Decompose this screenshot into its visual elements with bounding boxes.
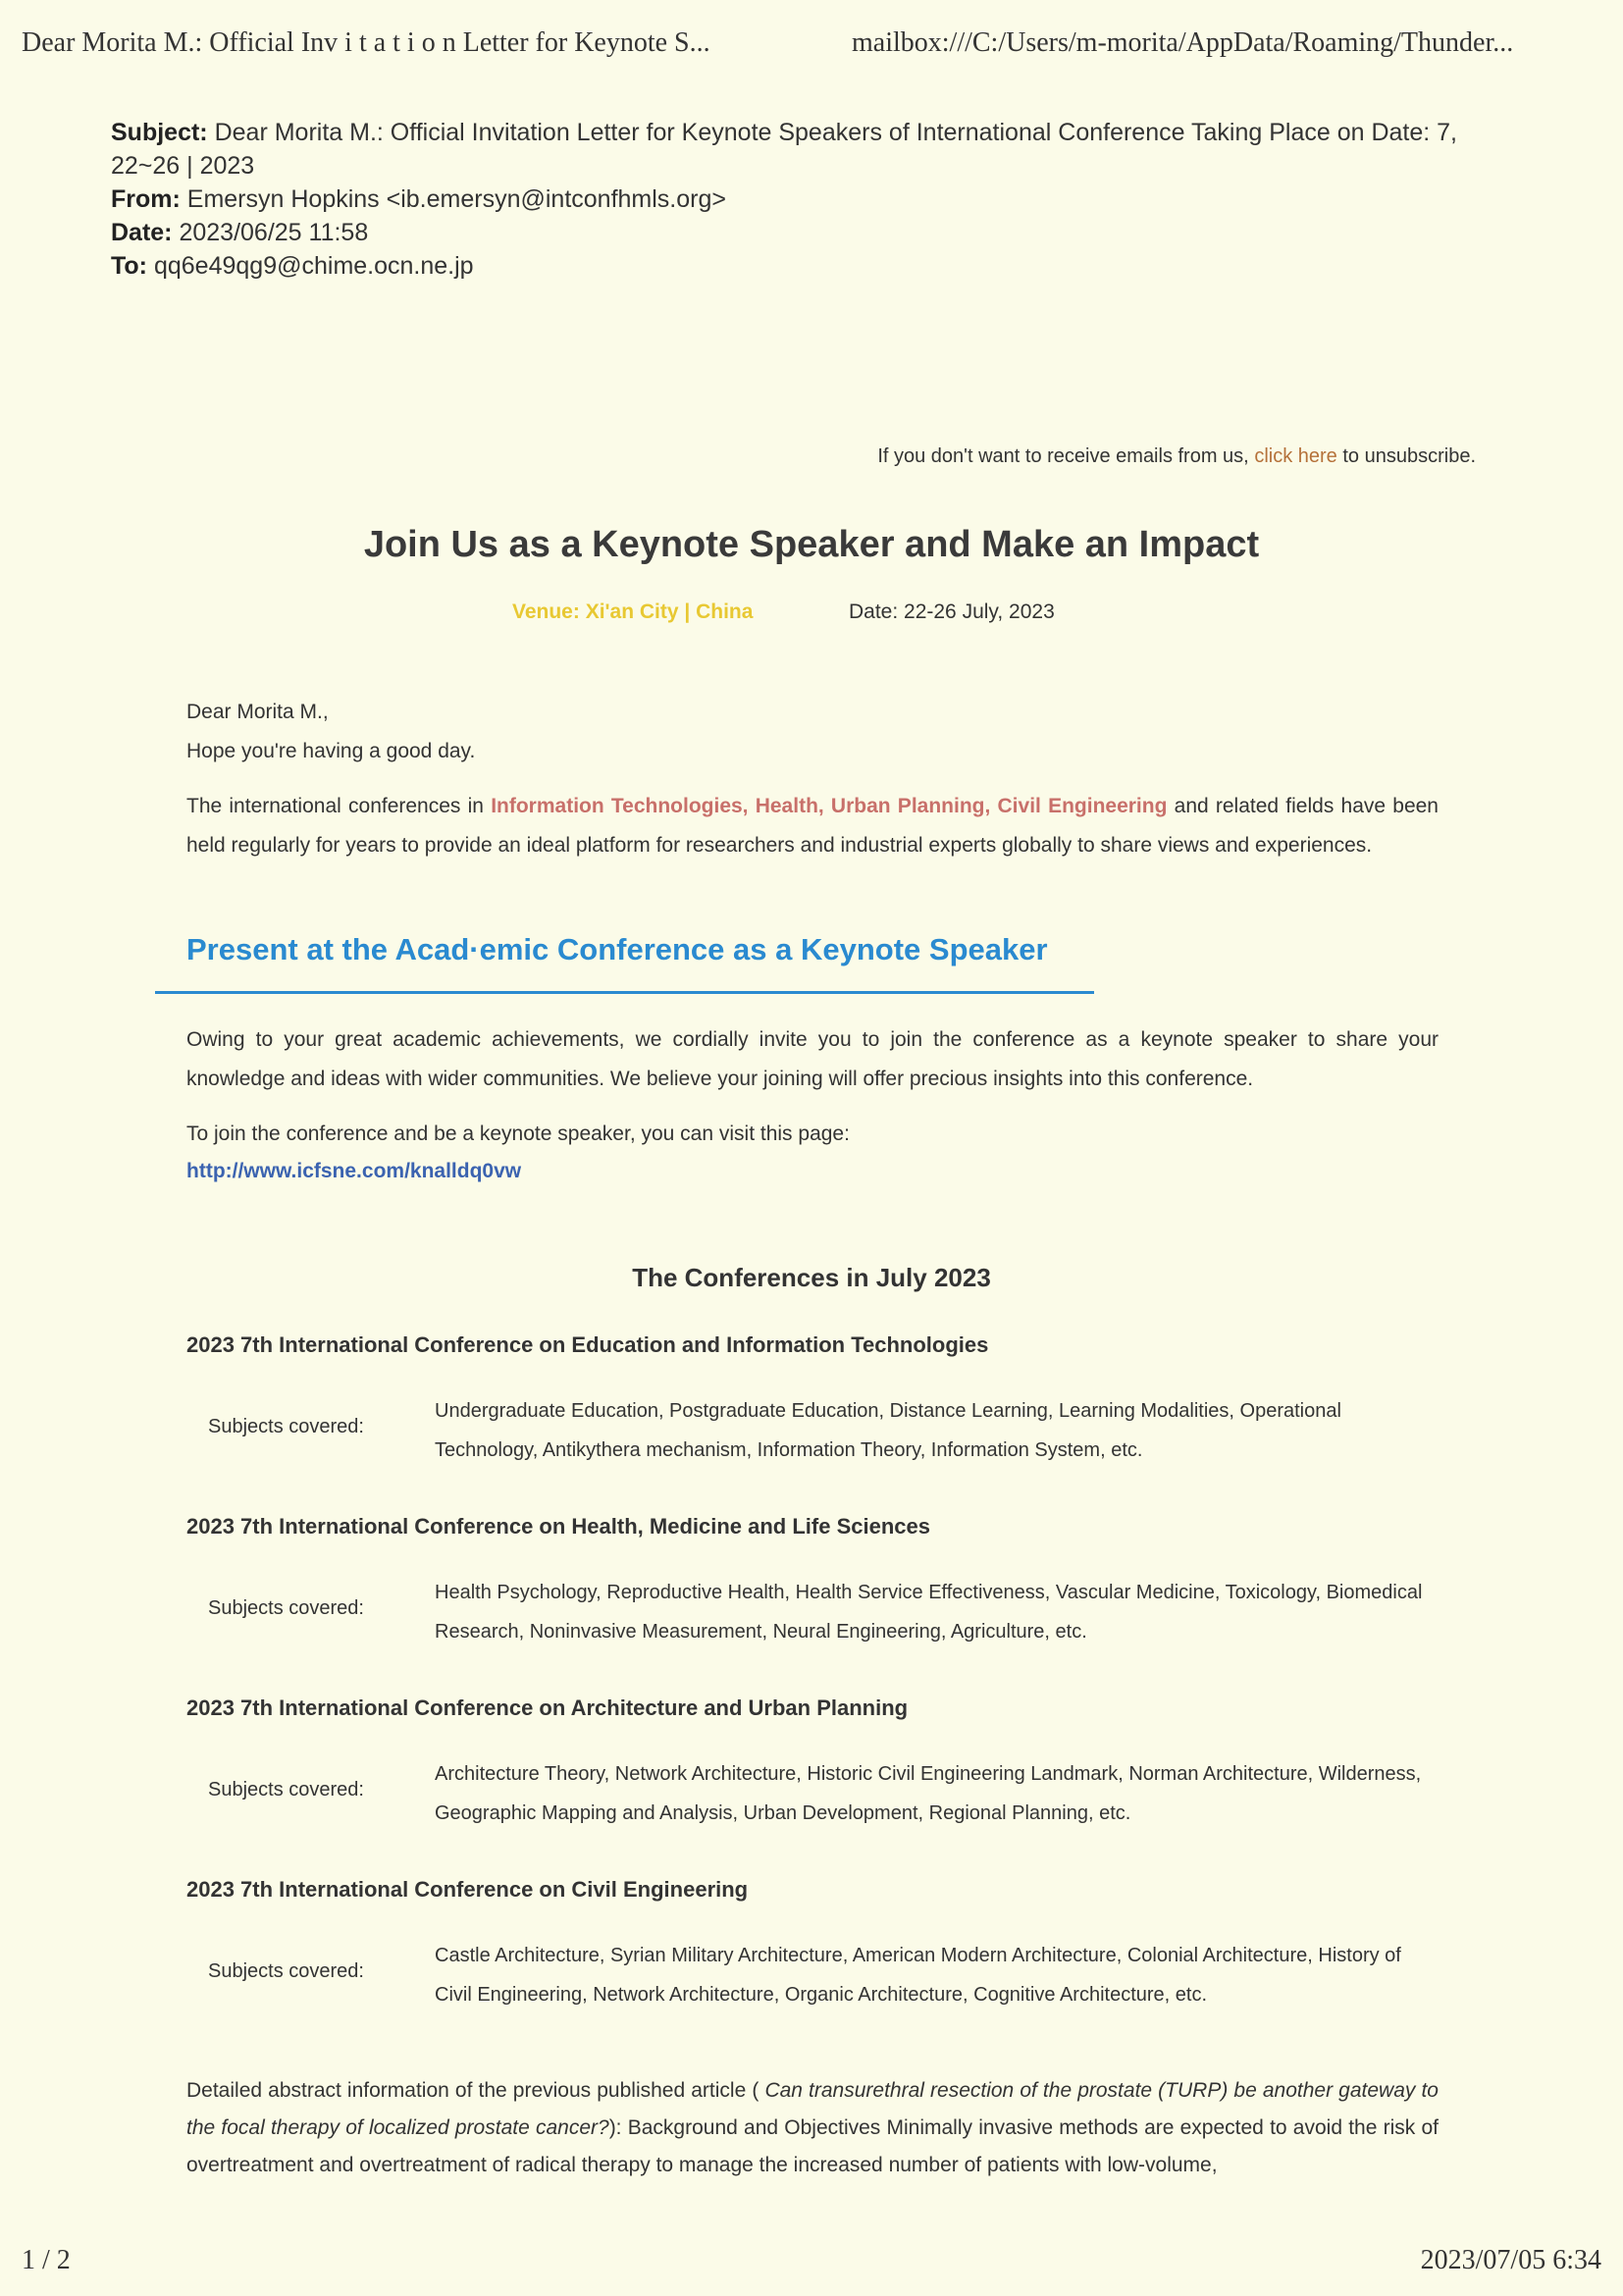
subject-label: Subject:	[111, 119, 208, 146]
conference-subjects: Architecture Theory, Network Architecture, Historic Civil Engineering Landmark, Norman Architecture, Wilderness, Geographic Mapping and Analysis, Urban Development, Regional Planning, etc.	[435, 1763, 1422, 1824]
unsubscribe-suffix: to unsubscribe.	[1342, 445, 1476, 467]
unsubscribe-prefix: If you don't want to receive emails from us,	[877, 445, 1249, 467]
conference-subjects: Health Psychology, Reproductive Health, Health Service Effectiveness, Vascular Medicine, Toxicology, Biomedical Research, Noninvasive Measurement, Neural Engineering, Agriculture, etc.	[435, 1582, 1423, 1643]
intro-prefix: The international conferences in	[186, 795, 484, 817]
conference-title: 2023 7th International Conference on Education and Information Technologies	[186, 1332, 989, 1357]
opening-line: Hope you're having a good day.	[186, 740, 476, 762]
print-url: mailbox:///C:/Users/m-morita/AppData/Roaming/Thunder...	[852, 27, 1514, 58]
venue: Venue: Xi'an City | China	[512, 600, 754, 623]
print-timestamp: 2023/07/05 6:34	[1420, 2245, 1601, 2275]
join-link-row	[186, 1152, 1439, 1191]
conference-title: 2023 7th International Conference on Health, Medicine and Life Sciences	[186, 1514, 930, 1539]
abstract-suffix: ): Background and Objectives Minimally invasive methods are expected to avoid the risk of overtreatment and overtreatment of radical therapy to manage the increased number of patients with low-volume,	[186, 2116, 1439, 2176]
conference-subjects: Undergraduate Education, Postgraduate Education, Distance Learning, Learning Modalities, Operational Technology, Antikythera mechanism, Information Theory, Information System, etc.	[435, 1400, 1341, 1461]
subjects-label: Subjects covered:	[208, 1416, 364, 1437]
to-label: To:	[111, 252, 148, 280]
join-text: To join the conference and be a keynote speaker, you can visit this page:	[186, 1122, 850, 1145]
subjects-label: Subjects covered:	[208, 1779, 364, 1800]
unsubscribe-link[interactable]: click here	[1254, 445, 1337, 467]
page-number: 1 / 2	[22, 2245, 71, 2275]
intro-suffix: and related fields have been held regularly for years to provide an ideal platform for researchers and industrial experts globally to share views and experiences.	[186, 795, 1439, 857]
date-value: 2023/06/25 11:58	[179, 219, 369, 246]
email-header	[111, 116, 1524, 283]
subjects-label: Subjects covered:	[208, 1597, 364, 1619]
conference-title: 2023 7th International Conference on Civil Engineering	[186, 1877, 749, 1902]
event-date: Date: 22-26 July, 2023	[849, 600, 1055, 623]
print-title: Dear Morita M.: Official Inv i t a t i o n Letter for Keynote S...	[22, 27, 710, 58]
subject-row	[111, 116, 1524, 183]
abstract-title: Can transurethral resection of the prostate (TURP) be another gateway to the focal therapy of localized prostate cancer?	[186, 2079, 1439, 2139]
subjects-label: Subjects covered:	[208, 1960, 364, 1982]
date-row	[111, 216, 1524, 249]
invite-paragraph: Owing to your great academic achievements, we cordially invite you to join the conference as a keynote speaker to share your knowledge and ideas with wider communities. We believe your joining will offer precious insights into this conference.	[186, 1028, 1439, 1090]
from-label: From:	[111, 185, 181, 213]
intro-paragraph	[186, 787, 1439, 865]
conference-title: 2023 7th International Conference on Architecture and Urban Planning	[186, 1696, 909, 1720]
greeting: Dear Morita M.,	[186, 701, 329, 723]
intro-fields: Information Technologies, Health, Urban Planning, Civil Engineering	[491, 795, 1168, 817]
conferences-heading: The Conferences in July 2023	[632, 1263, 991, 1292]
to-row	[111, 249, 1524, 283]
abstract-prefix: Detailed abstract information of the previous published article (	[186, 2079, 759, 2102]
join-link[interactable]: http://www.icfsne.com/knalldq0vw	[186, 1160, 522, 1182]
email-title: Join Us as a Keynote Speaker and Make an Impact	[363, 524, 1260, 565]
conference-subjects: Castle Architecture, Syrian Military Architecture, American Modern Architecture, Colonial Architecture, History of Civil Engineering, Network Architecture, Organic Architecture, Cognitive Architecture, etc.	[435, 1945, 1401, 2006]
unsubscribe-line	[877, 445, 1476, 468]
section-rule	[155, 991, 1094, 994]
section-title: Present at the Acad·emic Conference as a Keynote Speaker	[186, 932, 1048, 966]
from-row	[111, 183, 1524, 216]
subject-value: Dear Morita M.: Official Invitation Letter for Keynote Speakers of International Conference Taking Place on Date: 7, 22~26 | 2023	[111, 119, 1457, 180]
from-value: Emersyn Hopkins <ib.emersyn@intconfhmls.org>	[186, 185, 726, 213]
date-label: Date:	[111, 219, 173, 246]
abstract-paragraph	[186, 2072, 1439, 2184]
to-value: qq6e49qg9@chime.ocn.ne.jp	[153, 252, 474, 280]
